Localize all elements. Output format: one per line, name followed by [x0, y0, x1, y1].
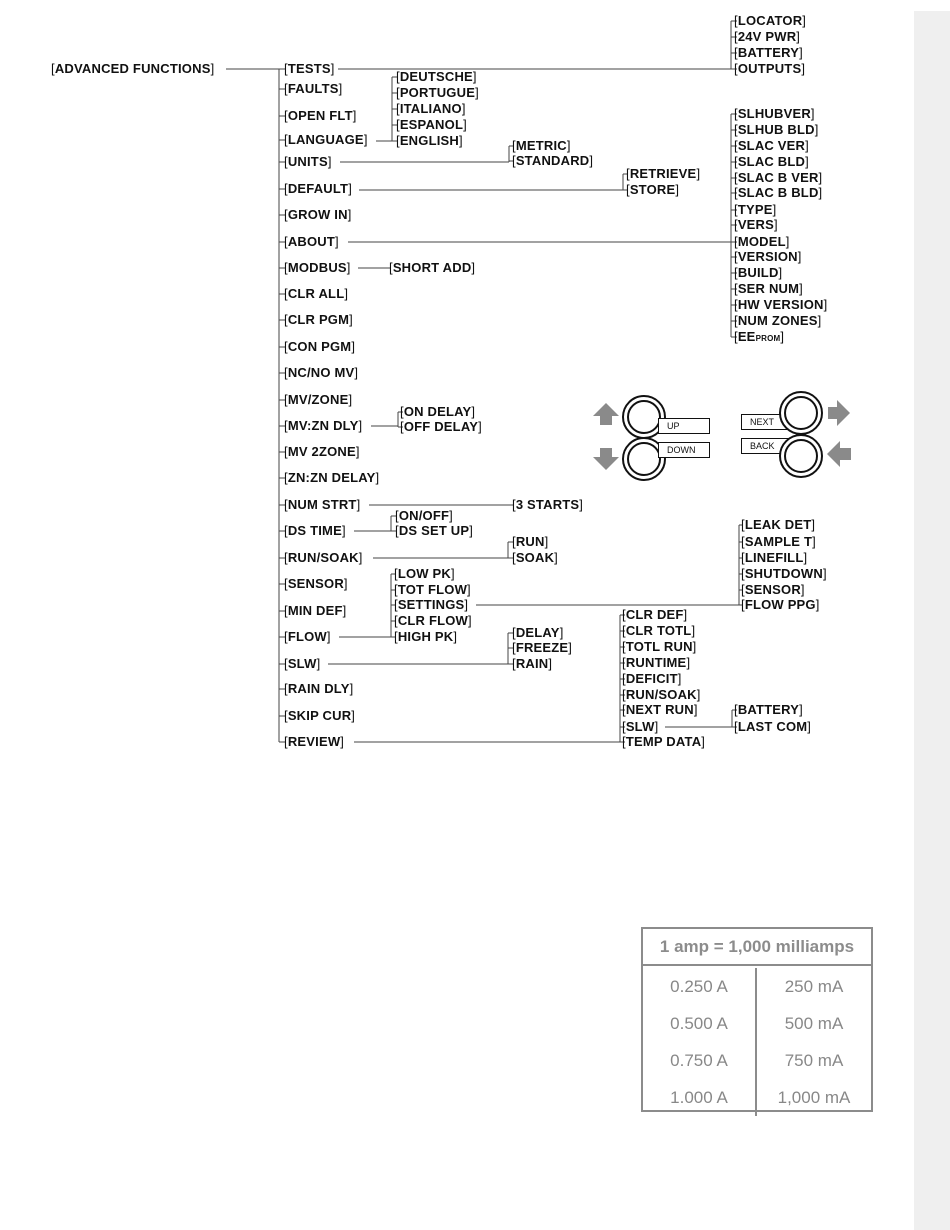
menu-item-ds-time: [ DS TIME ] [284, 523, 346, 539]
table-row [643, 1042, 871, 1079]
table-row [643, 1079, 871, 1116]
menu-item-nc-no-mv: [ NC/NO MV ] [284, 365, 358, 381]
menu-item-slw: [ SLW ] [284, 656, 320, 672]
tests-item: [ 24V PWR ] [734, 29, 800, 45]
review-item: [ TOTL RUN ] [622, 639, 696, 655]
modbus-item: [ SHORT ADD ] [389, 260, 475, 276]
menu-item-grow-in: [ GROW IN ] [284, 207, 352, 223]
menu-item-sensor: [ SENSOR ] [284, 576, 348, 592]
menu-item-modbus: [ MODBUS ] [284, 260, 351, 276]
review-slw-item: [ BATTERY ] [734, 702, 803, 718]
flow-item: [ SETTINGS ] [394, 597, 468, 613]
flow-item: [ CLR FLOW ] [394, 613, 472, 629]
up-key: UP [658, 418, 710, 434]
next-dial-icon [779, 391, 823, 435]
tests-item: [ OUTPUTS ] [734, 61, 805, 77]
menu-item-zn-zn-delay: [ ZN:ZN DELAY ] [284, 470, 379, 486]
menu-item-mv-zone: [ MV/ZONE ] [284, 392, 352, 408]
menu-item-language: [ LANGUAGE ] [284, 132, 368, 148]
slw-item: [ DELAY ] [512, 625, 564, 641]
review-item: [ SLW ] [622, 719, 658, 735]
about-item: [ SER NUM ] [734, 281, 803, 297]
language-item: [ ITALIANO ] [396, 101, 466, 117]
menu-item-units: [ UNITS ] [284, 154, 332, 170]
flow-item: [ TOT FLOW ] [394, 582, 471, 598]
menu-item-min-def: [ MIN DEF ] [284, 603, 346, 619]
menu-item-run-soak: [ RUN/SOAK ] [284, 550, 363, 566]
amp-cell: 0.750 A [643, 1042, 757, 1079]
settings-item: [ SHUTDOWN ] [741, 566, 827, 582]
about-item: [ SLHUBVER ] [734, 106, 815, 122]
about-item: [ SLAC B BLD ] [734, 185, 822, 201]
language-item: [ ENGLISH ] [396, 133, 463, 149]
tests-item: [ LOCATOR ] [734, 13, 806, 29]
amp-conversion-table [641, 927, 873, 1112]
flow-item: [ LOW PK ] [394, 566, 455, 582]
amp-table-header: 1 amp = 1,000 milliamps [643, 929, 871, 966]
about-item: [ SLAC BLD ] [734, 154, 809, 170]
menu-item-mv-zn-dly: [ MV:ZN DLY ] [284, 418, 362, 434]
tests-item: [ BATTERY ] [734, 45, 803, 61]
run-soak-item: [ RUN ] [512, 534, 548, 550]
flow-item: [ HIGH PK ] [394, 629, 457, 645]
num-strt-item: [ 3 STARTS ] [512, 497, 583, 513]
menu-item-default: [ DEFAULT ] [284, 181, 352, 197]
about-item: [ SLAC B VER ] [734, 170, 822, 186]
amp-cell: 1.000 A [643, 1079, 757, 1116]
menu-item-clr-pgm: [ CLR PGM ] [284, 312, 353, 328]
amp-cell: 0.500 A [643, 1005, 757, 1042]
menu-item-clr-all: [ CLR ALL ] [284, 286, 348, 302]
milliamp-cell: 250 mA [784, 977, 844, 996]
menu-item-mv-2zone: [ MV 2ZONE ] [284, 444, 360, 460]
review-item: [ CLR TOTL ] [622, 623, 695, 639]
settings-item: [ SAMPLE T ] [741, 534, 816, 550]
review-item: [ NEXT RUN ] [622, 702, 698, 718]
table-row [643, 968, 871, 1005]
eeprom-small-text: PROM [755, 334, 781, 343]
about-item: [ NUM ZONES ] [734, 313, 821, 329]
language-item: [ PORTUGUE ] [396, 85, 479, 101]
review-item: [ RUNTIME ] [622, 655, 690, 671]
menu-item-tests: [ TESTS ] [284, 61, 335, 77]
menu-item-open-flt: [ OPEN FLT ] [284, 108, 357, 124]
about-item: [ TYPE ] [734, 202, 776, 218]
default-item: [ STORE ] [626, 182, 679, 198]
settings-item: [ LEAK DET ] [741, 517, 815, 533]
milliamp-cell: 1,000 mA [777, 1088, 851, 1107]
page-margin-strip [914, 11, 950, 1230]
about-item: [ HW VERSION ] [734, 297, 827, 313]
menu-item-about: [ ABOUT ] [284, 234, 339, 250]
menu-item-con-pgm: [ CON PGM ] [284, 339, 355, 355]
milliamp-cell: 750 mA [784, 1051, 844, 1070]
about-item: [ VERSION ] [734, 249, 802, 265]
about-item: [ MODEL ] [734, 234, 790, 250]
arrow-down-icon [593, 457, 619, 470]
review-item: [ RUN/SOAK ] [622, 687, 701, 703]
menu-item-skip-cur: [ SKIP CUR ] [284, 708, 355, 724]
table-row [643, 1005, 871, 1042]
settings-item: [ SENSOR ] [741, 582, 805, 598]
slw-item: [ FREEZE ] [512, 640, 572, 656]
ds-time-item: [ ON/OFF ] [395, 508, 453, 524]
slw-item: [ RAIN ] [512, 656, 552, 672]
ds-time-item: [ DS SET UP ] [395, 523, 473, 539]
mv-zn-dly-item: [ ON DELAY ] [400, 404, 475, 420]
down-key: DOWN [658, 442, 710, 458]
review-item: [ CLR DEF ] [622, 607, 687, 623]
language-item: [ ESPANOL ] [396, 117, 467, 133]
units-item: [ STANDARD ] [512, 153, 593, 169]
review-item: [ TEMP DATA ] [622, 734, 705, 750]
back-key: BACK [741, 438, 789, 454]
arrow-left-icon-stem [839, 448, 851, 460]
root-label: [ ADVANCED FUNCTIONS ] [51, 61, 214, 77]
menu-item-num-strt: [ NUM STRT ] [284, 497, 360, 513]
settings-item: [ FLOW PPG ] [741, 597, 820, 613]
arrow-right-icon [837, 400, 850, 426]
milliamp-cell: 500 mA [784, 1014, 844, 1033]
menu-item-faults: [ FAULTS ] [284, 81, 342, 97]
review-item: [ DEFICIT ] [622, 671, 682, 687]
menu-item-review: [ REVIEW ] [284, 734, 344, 750]
run-soak-item: [ SOAK ] [512, 550, 558, 566]
default-item: [ RETRIEVE ] [626, 166, 700, 182]
next-key: NEXT [741, 414, 789, 430]
units-item: [ METRIC ] [512, 138, 571, 154]
menu-item-flow: [ FLOW ] [284, 629, 331, 645]
arrow-up-icon-stem [600, 415, 612, 425]
about-item-eeprom [734, 329, 784, 347]
settings-item: [ LINEFILL ] [741, 550, 807, 566]
review-slw-item: [ LAST COM ] [734, 719, 811, 735]
amp-cell: 0.250 A [643, 968, 757, 1005]
about-item: [ SLHUB BLD ] [734, 122, 819, 138]
about-item: [ BUILD ] [734, 265, 782, 281]
about-item: [ VERS ] [734, 217, 778, 233]
back-dial-icon [779, 434, 823, 478]
language-item: [ DEUTSCHE ] [396, 69, 477, 85]
eeprom-main-text: EE [737, 329, 756, 344]
about-item: [ SLAC VER ] [734, 138, 809, 154]
mv-zn-dly-item: [ OFF DELAY ] [400, 419, 482, 435]
menu-item-rain-dly: [ RAIN DLY ] [284, 681, 353, 697]
